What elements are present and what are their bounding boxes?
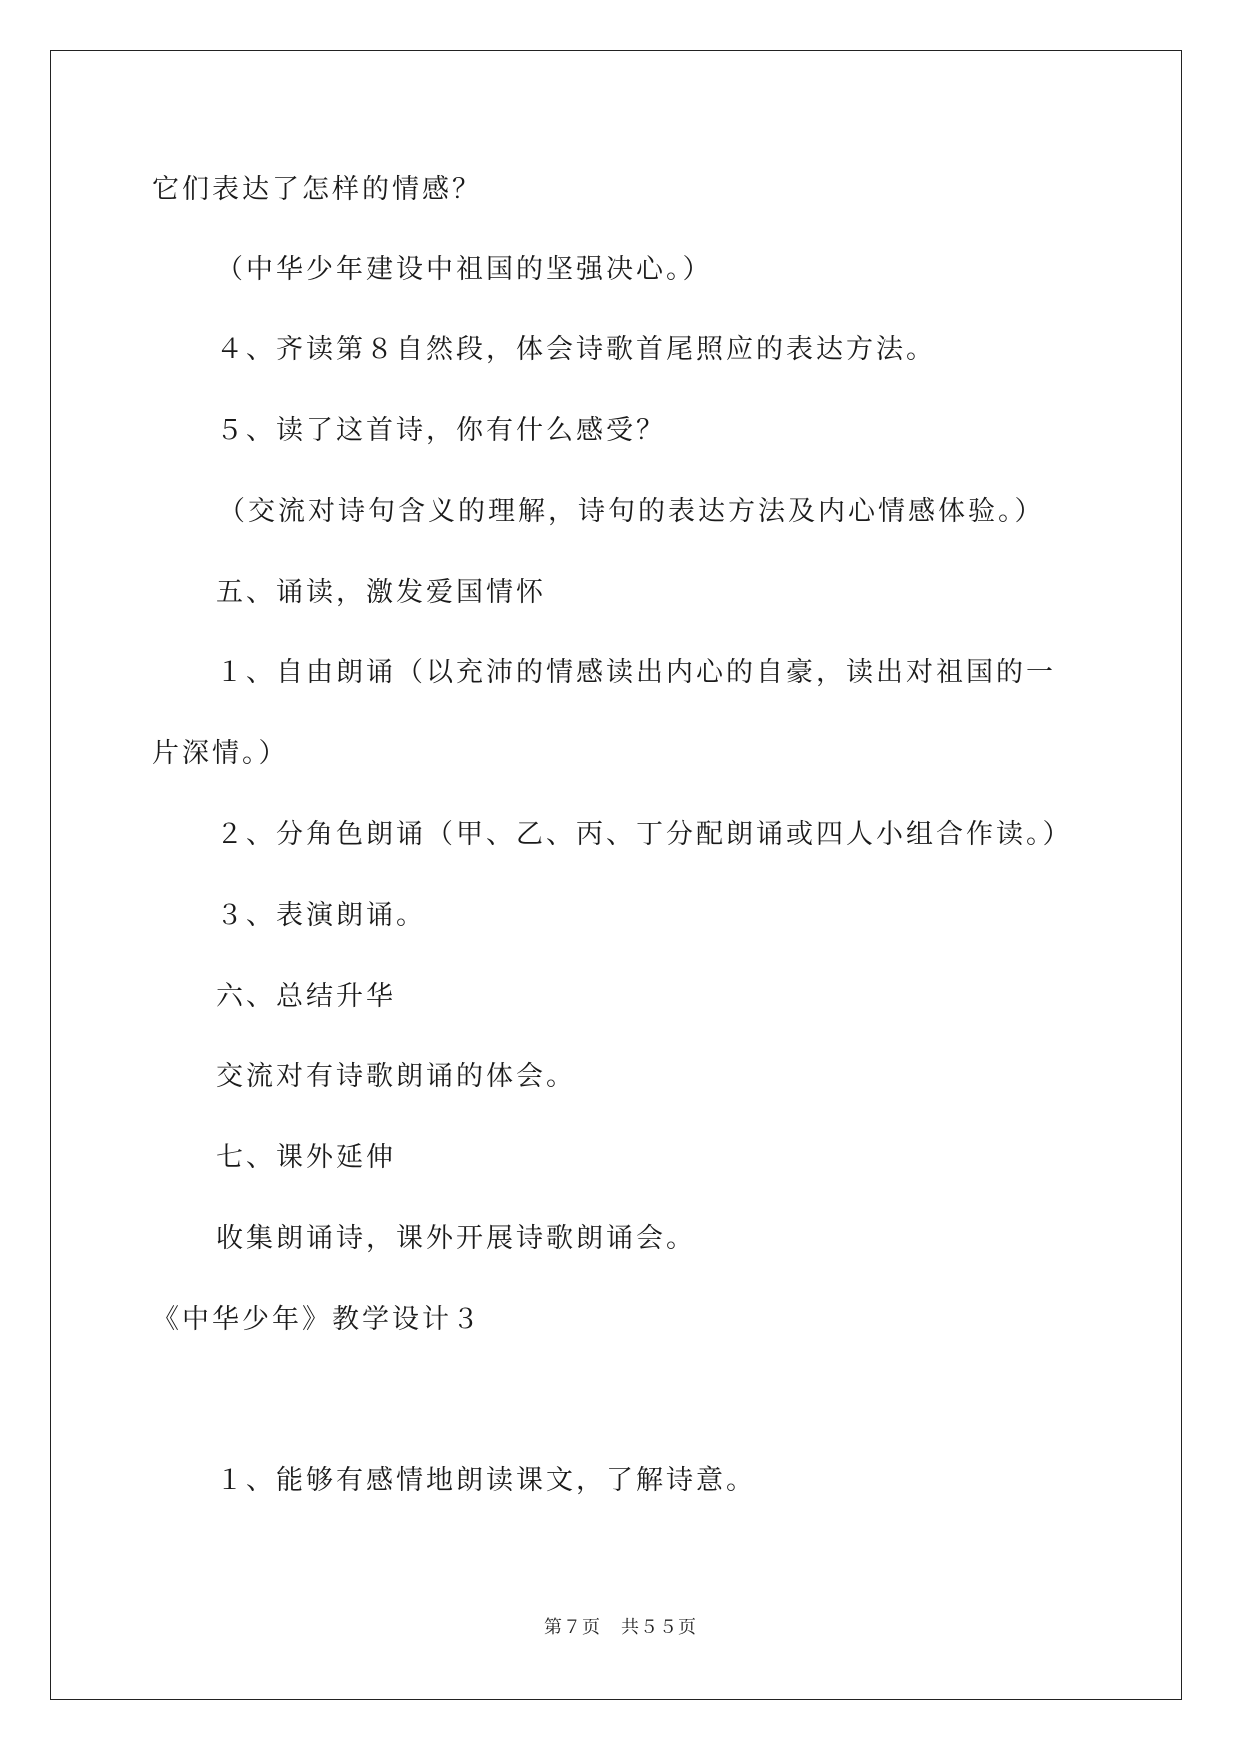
- text-line: ３、表演朗诵。: [216, 900, 426, 931]
- page-footer: [0, 1616, 1241, 1640]
- text-line: ４、齐读第８自然段，体会诗歌首尾照应的表达方法。: [216, 334, 936, 365]
- page-border: [50, 50, 1182, 1700]
- text-line: 收集朗诵诗，课外开展诗歌朗诵会。: [216, 1223, 696, 1254]
- page-number: 第７页: [544, 1617, 601, 1638]
- section-heading: 五、诵读，激发爱国情怀: [216, 577, 546, 608]
- text-line: １、能够有感情地朗读课文，了解诗意。: [216, 1465, 756, 1496]
- text-line: 交流对有诗歌朗诵的体会。: [216, 1061, 576, 1092]
- section-heading: 七、课外延伸: [216, 1142, 396, 1173]
- page-total: 共５５页: [621, 1617, 697, 1638]
- text-line: 它们表达了怎样的情感？: [152, 174, 482, 205]
- text-line: ５、读了这首诗，你有什么感受？: [216, 415, 666, 446]
- section-heading: 六、总结升华: [216, 981, 396, 1012]
- text-line: （交流对诗句含义的理解，诗句的表达方法及内心情感体验。）: [218, 496, 1045, 527]
- text-line: ２、分角色朗诵（甲、乙、丙、丁分配朗诵或四人小组合作读。）: [216, 819, 1073, 850]
- text-line: 片深情。）: [152, 738, 289, 769]
- text-line: （中华少年建设中祖国的坚强决心。）: [216, 254, 713, 285]
- text-line: １、自由朗诵（以充沛的情感读出内心的自豪，读出对祖国的一: [216, 657, 1056, 688]
- document-title: 《中华少年》教学设计３: [152, 1304, 482, 1335]
